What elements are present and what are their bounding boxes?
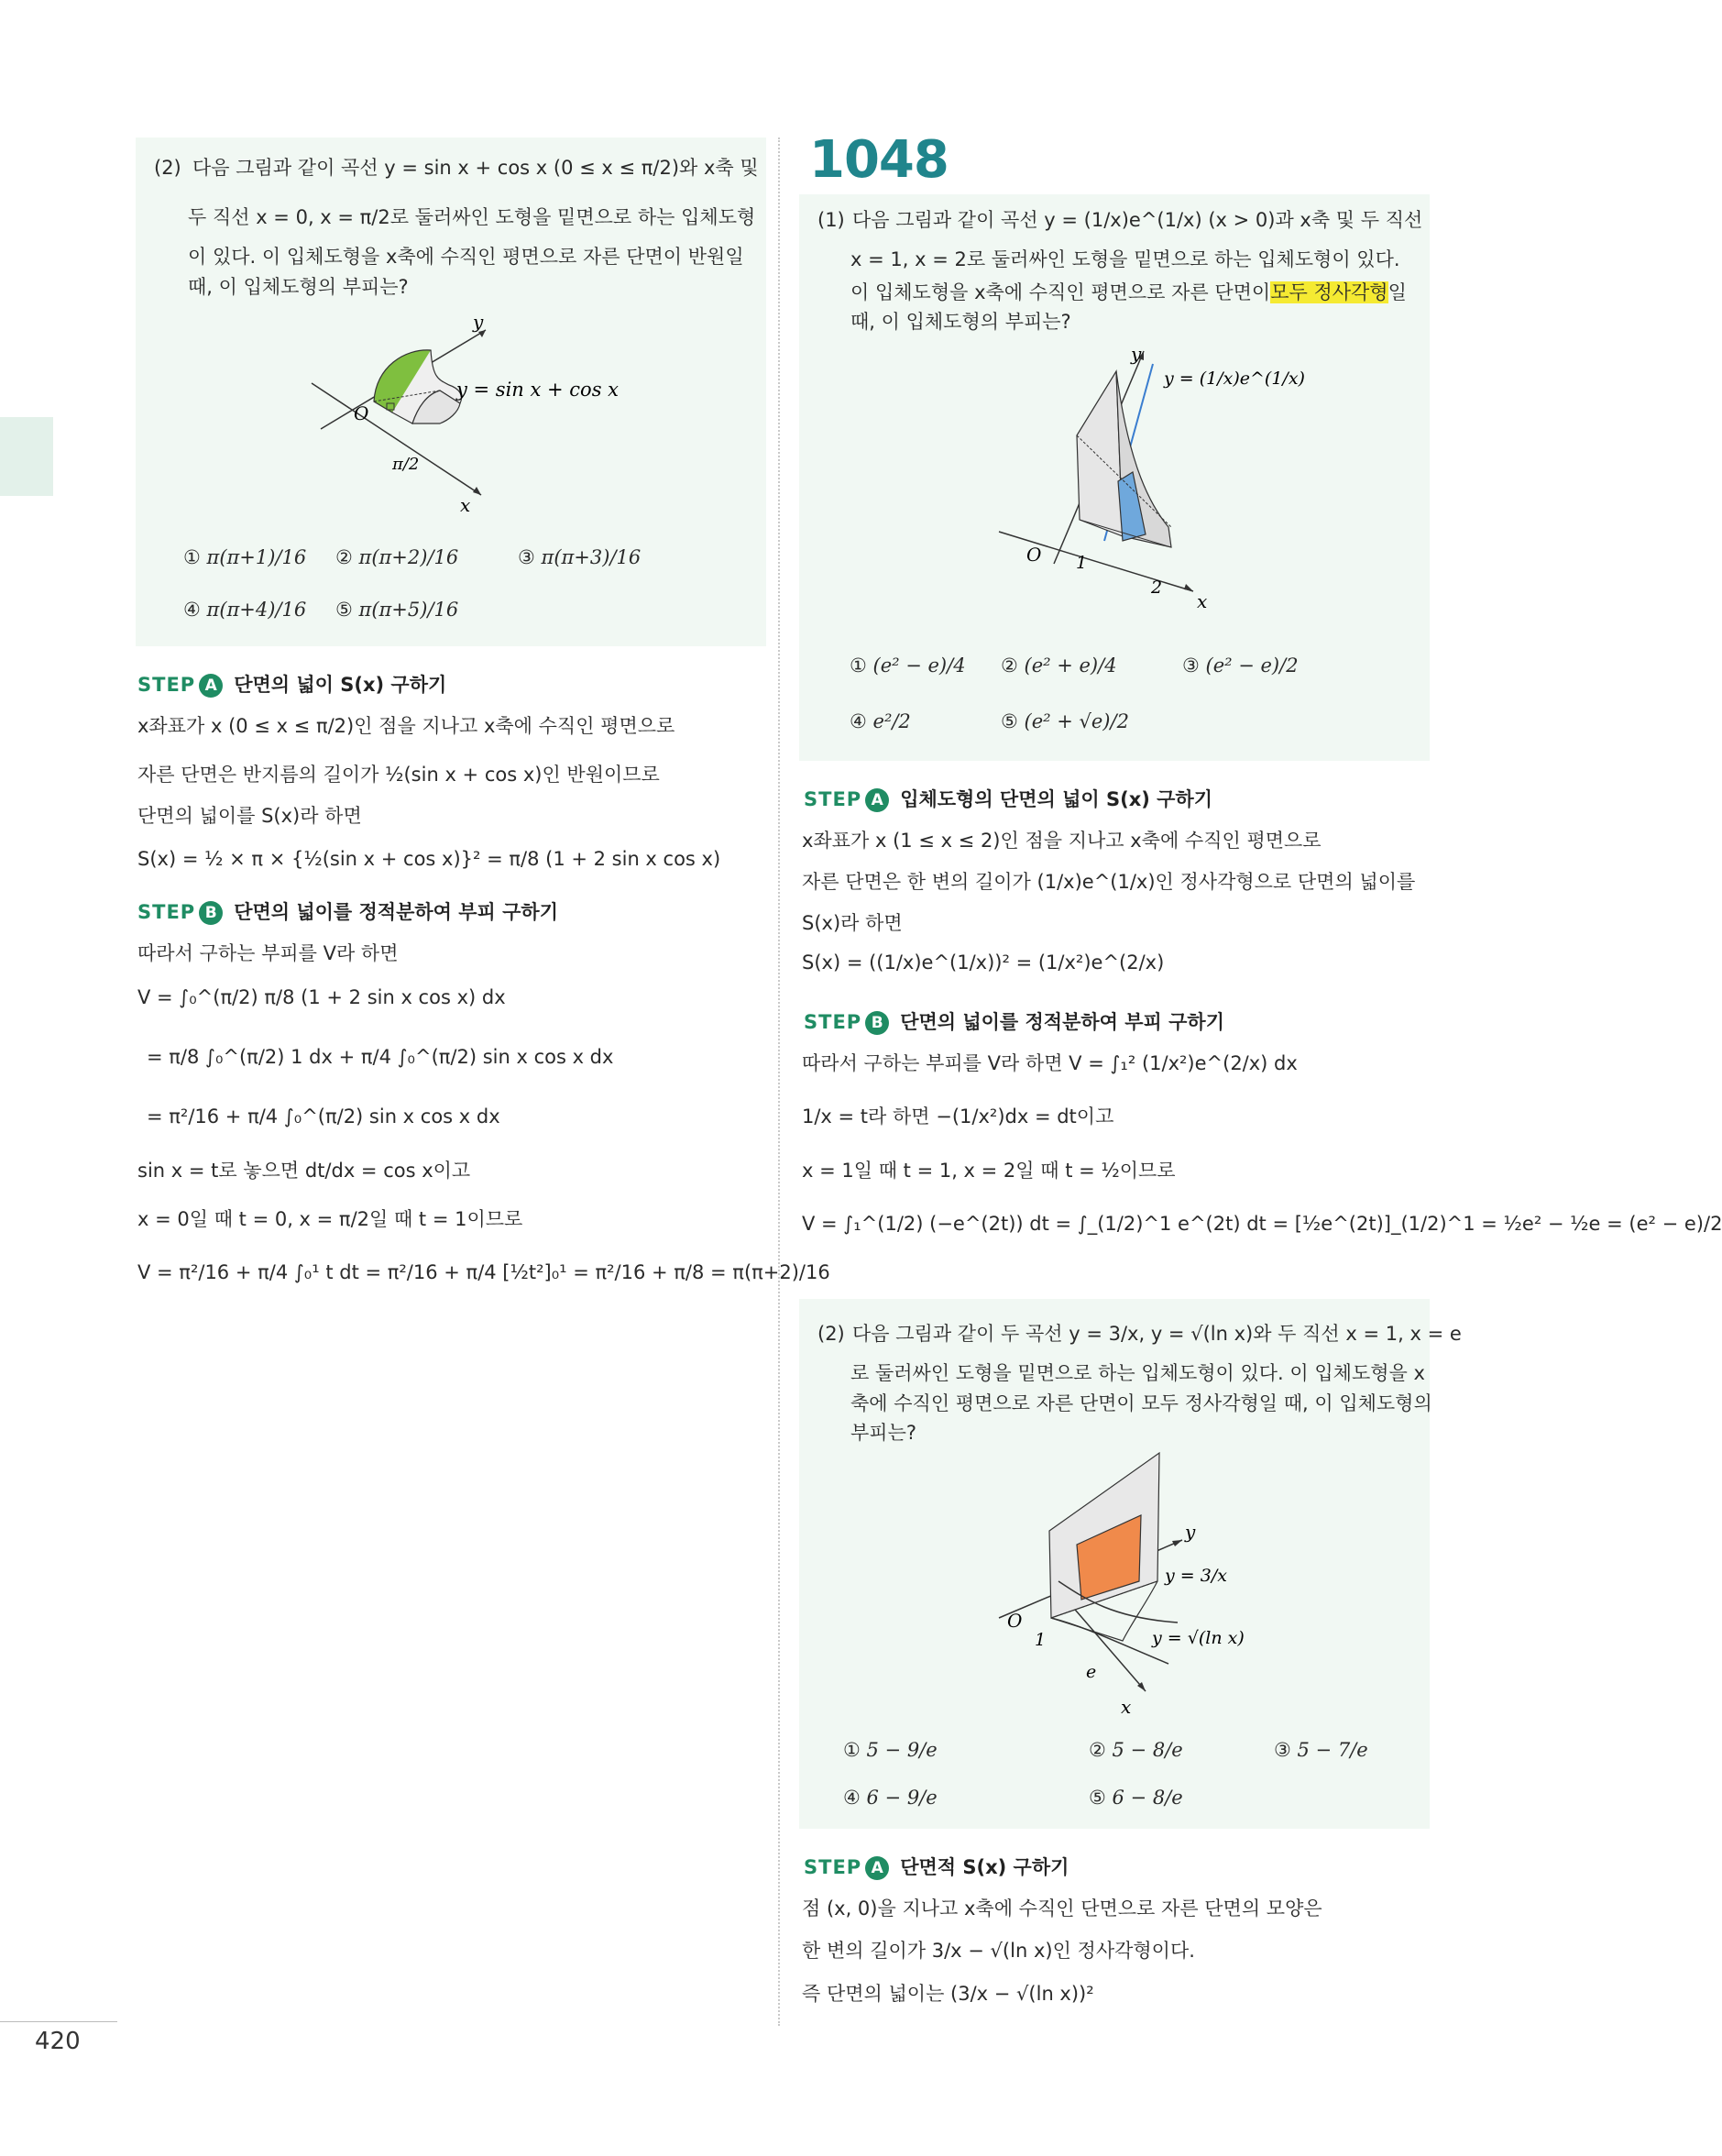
problem-text-line: x = 1, x = 2로 둘러싸인 도형을 밑면으로 하는 입체도형이 있다. (850, 248, 1400, 270)
step-heading: STEP A 단면적 S(x) 구하기 (804, 1856, 1069, 1878)
problem-number: 1048 (809, 130, 949, 190)
problem-text-line: 로 둘러싸인 도형을 밑면으로 하는 입체도형이 있다. 이 입체도형을 x (850, 1362, 1425, 1384)
problem-text-line: 축에 수직인 평면으로 자른 단면이 모두 정사각형일 때, 이 입체도형의 (850, 1392, 1432, 1414)
highlighted-phrase: 모두 정사각형 (1270, 281, 1388, 303)
solution-line: S(x)라 하면 (802, 912, 903, 934)
solution-line: x = 0일 때 t = 0, x = π/2일 때 t = 1이므로 (137, 1208, 523, 1230)
problem-text-line: 때, 이 입체도형의 부피는? (188, 276, 409, 298)
solution-line: 자른 단면은 반지름의 길이가 ½(sin x + cos x)인 반원이므로 (137, 764, 660, 786)
origin-label: O (1007, 1610, 1023, 1632)
solution-line: 단면의 넓이를 S(x)라 하면 (137, 805, 362, 827)
solution-line: 한 변의 길이가 3/x − √(ln x)인 정사각형이다. (802, 1940, 1195, 1962)
x-axis-label: x (1121, 1696, 1132, 1718)
curve-label: y = sin x + cos x (456, 379, 619, 401)
solution-line: x = 1일 때 t = 1, x = 2일 때 t = ½이므로 (802, 1160, 1176, 1182)
problem-text-line: 다음 그림과 같이 곡선 y = (1/x)e^(1/x) (x > 0)과 x축 및 두 직선 (852, 209, 1423, 231)
problem-text-line: 부피는? (850, 1422, 917, 1444)
semicircle-solid-figure (302, 311, 632, 516)
step-heading: STEP A 입체도형의 단면의 넓이 S(x) 구하기 (804, 788, 1213, 810)
answer-option[interactable]: ④ e²/2 (850, 710, 911, 732)
square-cross-section-figure-1 (990, 343, 1305, 619)
curve-label: y = 3/x (1165, 1566, 1227, 1586)
problem-text-line: 이 있다. 이 입체도형을 x축에 수직인 평면으로 자른 단면이 반원일 (188, 246, 744, 268)
solution-line: 1/x = t라 하면 −(1/x²)dx = dt이고 (802, 1106, 1114, 1128)
solution-line: 점 (x, 0)을 지나고 x축에 수직인 단면으로 자른 단면의 모양은 (802, 1898, 1322, 1920)
solution-line: sin x = t로 놓으면 dt/dx = cos x이고 (137, 1160, 471, 1182)
tick-label: e (1086, 1662, 1097, 1682)
tick-label: 1 (1035, 1630, 1047, 1650)
problem-label: (2) (154, 157, 181, 179)
curve-label: y = (1/x)e^(1/x) (1164, 368, 1305, 389)
column-divider (778, 138, 780, 2026)
problem-label: (2) (817, 1323, 845, 1345)
answer-option[interactable]: ② (e² + e)/4 (1001, 654, 1117, 676)
solution-line: x좌표가 x (1 ≤ x ≤ 2)인 점을 지나고 x축에 수직인 평면으로 (802, 830, 1322, 852)
page-number: 420 (35, 2028, 81, 2055)
tick-label: 2 (1151, 578, 1163, 598)
tick-label: π/2 (392, 455, 420, 474)
y-axis-label: y (1131, 343, 1142, 365)
y-axis-label: y (473, 311, 484, 333)
page-edge-tab (0, 417, 53, 496)
answer-option[interactable]: ① (e² − e)/4 (850, 654, 966, 676)
solution-line: V = ∫₁^(1/2) (−e^(2t)) dt = ∫_(1/2)^1 e^(2t) dt = [½e^(2t)]_(1/2)^1 = ½e² − ½e = (e² − e)/2 (802, 1213, 1722, 1235)
x-axis-label: x (1197, 590, 1208, 612)
answer-option[interactable]: ② 5 − 8/e (1089, 1739, 1183, 1761)
solution-line: V = ∫₀^(π/2) π/8 (1 + 2 sin x cos x) dx (137, 986, 506, 1008)
solution-line: x좌표가 x (0 ≤ x ≤ π/2)인 점을 지나고 x축에 수직인 평면으로 (137, 715, 675, 737)
curve-ln (1051, 1618, 1168, 1664)
answer-option[interactable]: ⑤ π(π+5)/16 (335, 599, 459, 621)
step-heading: STEP A 단면의 넓이 S(x) 구하기 (137, 674, 447, 696)
solution-line: V = π²/16 + π/4 ∫₀¹ t dt = π²/16 + π/4 [½t²]₀¹ = π²/16 + π/8 = π(π+2)/16 (137, 1261, 830, 1283)
problem-text-line: 때, 이 입체도형의 부피는? (850, 311, 1071, 333)
answer-option[interactable]: ③ π(π+3)/16 (518, 546, 642, 568)
answer-option[interactable]: ④ π(π+4)/16 (183, 599, 307, 621)
origin-label: O (354, 402, 369, 424)
problem-label: (1) (817, 209, 845, 231)
problem-text-line: 이 입체도형을 x축에 수직인 평면으로 자른 단면이모두 정사각형일 (850, 281, 1407, 303)
problem-text-line: 다음 그림과 같이 곡선 y = sin x + cos x (0 ≤ x ≤ π/2)와 x축 및 (192, 157, 759, 179)
y-axis-label: y (1185, 1521, 1196, 1543)
answer-option[interactable]: ③ (e² − e)/2 (1182, 654, 1299, 676)
answer-option[interactable]: ③ 5 − 7/e (1274, 1739, 1368, 1761)
answer-option[interactable]: ① 5 − 9/e (843, 1739, 938, 1761)
curve-label: y = √(ln x) (1152, 1628, 1245, 1648)
solution-line: = π/8 ∫₀^(π/2) 1 dx + π/4 ∫₀^(π/2) sin x cos x dx (147, 1046, 614, 1068)
solution-line: = π²/16 + π/4 ∫₀^(π/2) sin x cos x dx (147, 1106, 500, 1128)
solution-line: 자른 단면은 한 변의 길이가 (1/x)e^(1/x)인 정사각형으로 단면의 넓이를 (802, 871, 1416, 893)
solution-line: S(x) = ((1/x)e^(1/x))² = (1/x²)e^(2/x) (802, 952, 1165, 974)
problem-text-line: 두 직선 x = 0, x = π/2로 둘러싸인 도형을 밑면으로 하는 입체도형 (188, 206, 756, 228)
answer-option[interactable]: ① π(π+1)/16 (183, 546, 307, 568)
tick-label: 1 (1076, 553, 1088, 573)
answer-option[interactable]: ⑤ (e² + √e)/2 (1001, 710, 1129, 732)
step-heading: STEP B 단면의 넓이를 정적분하여 부피 구하기 (137, 901, 559, 923)
solution-line: S(x) = ½ × π × {½(sin x + cos x)}² = π/8 (1 + 2 sin x cos x) (137, 848, 721, 870)
solution-line: 따라서 구하는 부피를 V라 하면 (137, 942, 399, 964)
square-cross-section-figure-2 (994, 1444, 1260, 1719)
solid-face (1077, 371, 1123, 536)
page-number-rule (0, 2021, 117, 2022)
answer-option[interactable]: ⑤ 6 − 8/e (1089, 1787, 1183, 1809)
answer-option[interactable]: ② π(π+2)/16 (335, 546, 459, 568)
solution-line: 따라서 구하는 부피를 V라 하면 V = ∫₁² (1/x²)e^(2/x) dx (802, 1052, 1298, 1074)
solution-line: 즉 단면의 넓이는 (3/x − √(ln x))² (802, 1983, 1094, 2005)
problem-text-line: 다음 그림과 같이 두 곡선 y = 3/x, y = √(ln x)와 두 직선 x = 1, x = e (852, 1323, 1462, 1345)
origin-label: O (1026, 544, 1042, 566)
step-heading: STEP B 단면의 넓이를 정적분하여 부피 구하기 (804, 1011, 1225, 1033)
answer-option[interactable]: ④ 6 − 9/e (843, 1787, 938, 1809)
x-axis-label: x (460, 494, 471, 516)
